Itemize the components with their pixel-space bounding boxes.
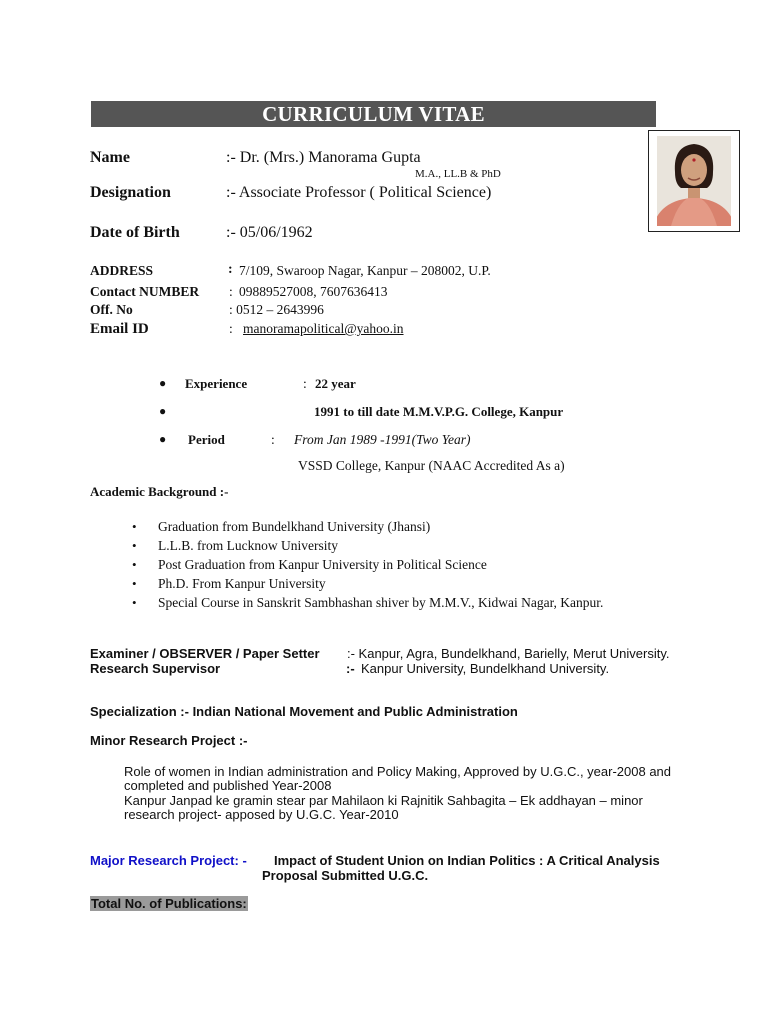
name-label: Name: [90, 149, 130, 166]
email-separator: :: [229, 321, 233, 336]
dob-label: Date of Birth: [90, 224, 180, 241]
bullet-icon: ●: [159, 404, 167, 418]
specialization: Specialization :- Indian National Movement and Public Administration: [90, 704, 518, 719]
bullet-icon: ●: [159, 432, 167, 446]
office-value: : 0512 – 2643996: [229, 302, 324, 317]
list-item: • Post Graduation from Kanpur University in Political Science: [136, 555, 603, 574]
portrait-image: [657, 136, 731, 226]
minor-project-2-line-2: research project- apposed by U.G.C. Year-2010: [124, 807, 399, 822]
contact-separator: :: [229, 284, 233, 299]
examiner-label: Examiner / OBSERVER / Paper Setter: [90, 646, 320, 661]
list-item: • Special Course in Sanskrit Sambhashan shiver by M.M.V., Kidwai Nagar, Kanpur.: [136, 593, 603, 612]
address-separator: :: [228, 262, 233, 277]
experience-label: Experience: [185, 376, 248, 391]
major-research-label: Major Research Project: -: [90, 853, 247, 868]
email-label: Email ID: [90, 321, 149, 337]
email-link[interactable]: manoramapolitical@yahoo.in: [243, 321, 404, 336]
contact-value: 09889527008, 7607636413: [239, 284, 388, 299]
address-label: ADDRESS: [90, 263, 154, 278]
major-research-line-1: Impact of Student Union on Indian Politics : A Critical Analysis: [274, 853, 660, 868]
list-item: • Graduation from Bundelkhand University (Jhansi): [136, 517, 603, 536]
bullet-icon: ●: [159, 376, 167, 390]
publications-heading: Total No. of Publications:: [91, 896, 247, 911]
examiner-value: :- Kanpur, Agra, Bundelkhand, Barielly, Merut University.: [347, 646, 670, 661]
period-value: From Jan 1989 -1991(Two Year): [294, 432, 471, 447]
name-value: :- Dr. (Mrs.) Manorama Gupta: [226, 149, 421, 166]
office-label: Off. No: [90, 302, 133, 317]
contact-label: Contact NUMBER: [90, 284, 200, 299]
minor-project-1-line-2: completed and published Year-2008: [124, 778, 332, 793]
experience-separator: :: [303, 376, 307, 391]
dob-value: :- 05/06/1962: [226, 224, 313, 241]
academic-list: [136, 517, 603, 612]
supervisor-label: Research Supervisor: [90, 661, 221, 676]
supervisor-separator: :-: [346, 661, 355, 676]
list-item: • L.L.B. from Lucknow University: [136, 536, 603, 555]
supervisor-value: Kanpur University, Bundelkhand University.: [361, 661, 610, 676]
academic-heading: Academic Background :-: [90, 484, 229, 499]
period-college: VSSD College, Kanpur (NAAC Accredited As a): [298, 458, 565, 473]
qualification: M.A., LL.B & PhD: [415, 168, 501, 180]
minor-project-2-line-1: Kanpur Janpad ke gramin stear par Mahilaon ki Rajnitik Sahbagita – Ek addhayan – minor: [124, 793, 643, 808]
major-research-line-2: Proposal Submitted U.G.C.: [262, 868, 429, 883]
designation-label: Designation: [90, 184, 171, 201]
period-separator: :: [271, 432, 275, 447]
period-label: Period: [188, 432, 225, 447]
list-item: • Ph.D. From Kanpur University: [136, 574, 603, 593]
experience-value: 22 year: [315, 376, 356, 391]
minor-project-1-line-1: Role of women in Indian administration and Policy Making, Approved by U.G.C., year-2008 and: [124, 764, 672, 779]
experience-detail: 1991 to till date M.M.V.P.G. College, Kanpur: [314, 404, 564, 419]
designation-value: :- Associate Professor ( Political Science): [226, 184, 492, 201]
cv-title: CURRICULUM VITAE: [91, 101, 656, 127]
minor-research-heading: Minor Research Project :-: [90, 733, 248, 748]
address-value: 7/109, Swaroop Nagar, Kanpur – 208002, U.P.: [239, 263, 491, 278]
profile-photo: [648, 130, 740, 232]
